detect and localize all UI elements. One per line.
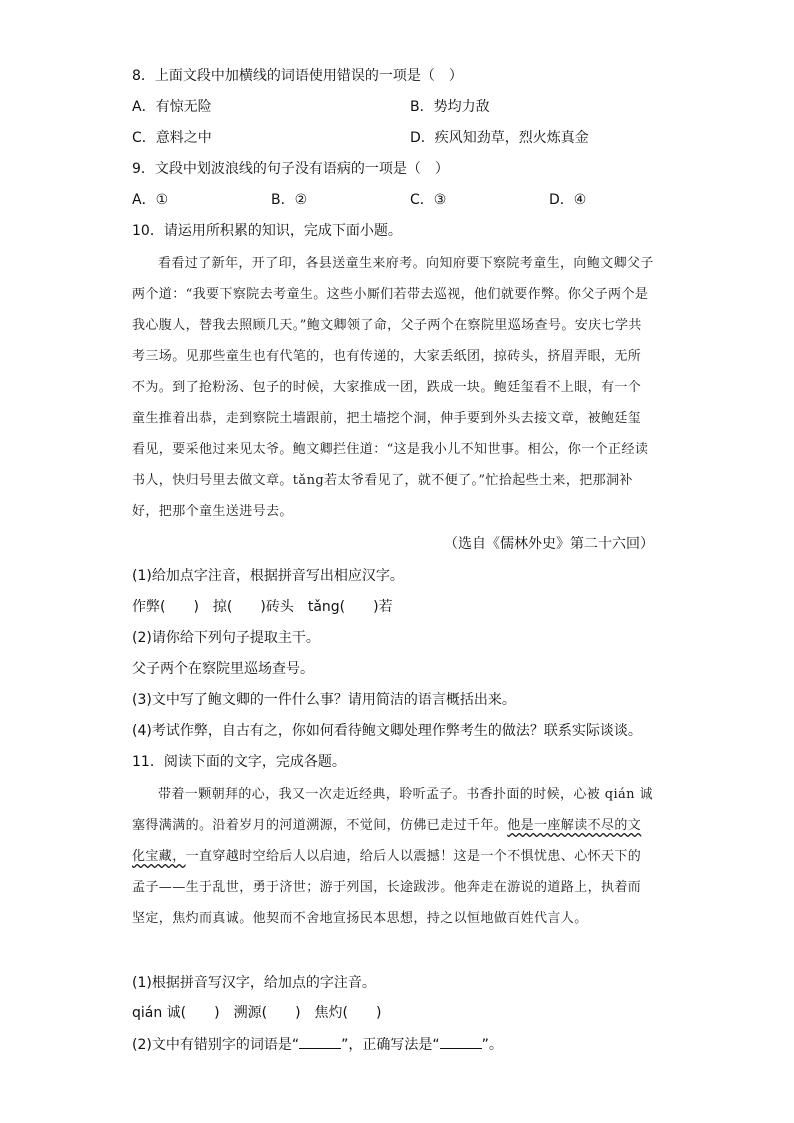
q10-sub1-items: 作弊( ) 掠( )砖头 tǎng( )若 — [132, 599, 393, 615]
q11-sub2-middle: ”，正确写法是“ — [341, 1037, 440, 1053]
q8-option-c: C．意料之中 — [132, 130, 212, 146]
q8-option-d: D．疾风知劲草，烈火炼真金 — [410, 130, 589, 146]
q8-stem: 8．上面文段中加横线的词语使用错误的一项是（ ） — [132, 68, 463, 84]
q10-sub4: (4)考试作弊，自古有之，你如何看待鲍文卿处理作弊考生的做法？联系实际谈谈。 — [132, 723, 642, 739]
q11-sub2-prefix: (2)文中有错别字的词语是“ — [132, 1037, 300, 1053]
q10-stem: 10．请运用所积累的知识，完成下面小题。 — [132, 223, 402, 239]
q10-sub2: (2)请你给下列句子提取主干。 — [132, 630, 320, 646]
q9-option-b: B．② — [271, 192, 308, 208]
q10-source: （选自《儒林外史》第二十六回） — [444, 536, 654, 552]
q11-sub1-items: qián 诚( ) 溯源( ) 焦灼( ) — [132, 1005, 382, 1021]
q9-option-d: D．④ — [549, 192, 587, 208]
q11-passage-before: 带着一颗朝拜的心，我又一次走近经典，聆听孟子。书香扑面的时候，心被 qián 诚塞得满满的。沿着岁月的河道溯源，不觉间，仿佛已走过千年。 — [132, 787, 653, 833]
q11-sub1: (1)根据拼音写汉字，给加点的字注音。 — [132, 975, 376, 991]
q10-sub2-sentence: 父子两个在察院里巡场查号。 — [132, 661, 314, 677]
q8-option-b: B．势均力敌 — [410, 99, 490, 115]
q11-passage — [132, 779, 654, 934]
q10-passage-text: 看看过了新年，开了印，各县送童生来府考。向知府要下察院考童生，向鲍文卿父子两个道：“我要下察院去考童生。这些小厮们若带去巡视，他们就要作弊。你父子两个是我心腹人，替我去照顾几天。”鲍文卿领了命，父子两个在察院里巡场查号。安庆七学共考三场。见那些童生也有代笔的，也有传递的，大家丢纸团，掠砖头，挤眉弄眼，无所不为。到了抢粉汤、包子的时候，大家推成一团，跌成一块。鲍廷玺看不上眼，有一个童生推着出恭，走到察院土墙跟前，把土墙挖个洞，伸手要到外头去接文章，被鲍廷玺看见，要采他过来见太爷。鲍文卿拦住道：“这是我小儿不知世事。相公，你一个正经读书人，快归号里去做文章。tǎng若太爷看见了，就不便了。”忙拾起些土来，把那洞补好，把那个童生送进号去。 — [132, 256, 654, 519]
q10-passage — [132, 248, 654, 527]
q10-sub1: (1)给加点字注音，根据拼音写出相应汉字。 — [132, 568, 404, 584]
q11-sub2-suffix: ”。 — [481, 1037, 503, 1053]
q11-passage-wavy: 他是一座解读不尽的文化宝藏， — [132, 818, 642, 864]
q9-option-c: C．③ — [410, 192, 447, 208]
q11-passage-after: 一直穿越时空给后人以启迪，给后人以震撼！这是一个不惧忧患、心怀天下的孟子——生于乱世，勇于济世；游于列国，长途跋涉。他奔走在游说的道路上，执着而坚定，焦灼而真诚。他契而不舍地宣扬民本思想，持之以恒地做百姓代言人。 — [132, 849, 642, 926]
q9-option-a: A．① — [132, 192, 169, 208]
q8-option-a: A．有惊无险 — [132, 99, 212, 115]
q10-sub3: (3)文中写了鲍文卿的一件什么事？请用简洁的语言概括出来。 — [132, 692, 516, 708]
answer-blank-2[interactable] — [440, 1034, 482, 1049]
q9-stem: 9．文段中划波浪线的句子没有语病的一项是（ ） — [132, 161, 449, 177]
q11-stem: 11．阅读下面的文字，完成各题。 — [132, 754, 346, 770]
q11-sub2 — [132, 1034, 503, 1055]
answer-blank-1[interactable] — [299, 1034, 341, 1049]
